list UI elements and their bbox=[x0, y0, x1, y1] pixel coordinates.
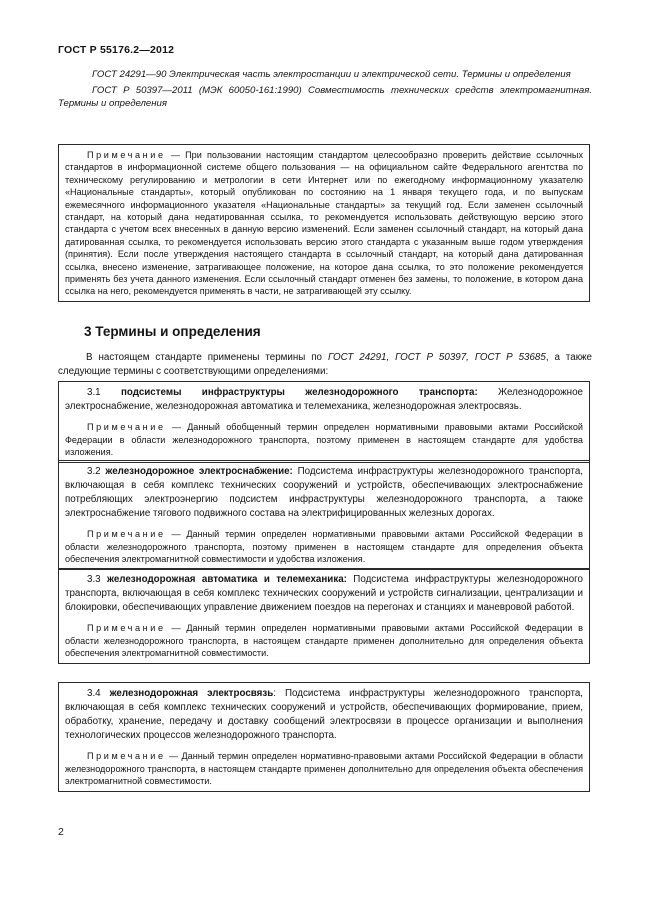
intro-text: В настоящем стандарте применены термины по bbox=[86, 352, 328, 363]
term-number: 3.4 bbox=[87, 688, 101, 699]
term-number: 3.2 bbox=[87, 466, 101, 477]
note-label: Примечание bbox=[87, 422, 166, 432]
term-note bbox=[65, 421, 583, 459]
page-number: 2 bbox=[58, 826, 64, 838]
note-body: — Данный обобщенный термин определен нормативными правовыми актами Российской Федерации в области железнодорожного транспорта, поэтому применен в настоящем стандарте для удобства изложения. bbox=[65, 422, 583, 458]
term-name: подсистемы инфраструктуры железнодорожного транспорта: bbox=[120, 387, 478, 398]
term-name: железнодорожная электросвязь bbox=[109, 688, 274, 699]
usage-note-box bbox=[58, 144, 590, 302]
note-label: Примечание bbox=[87, 751, 166, 761]
section-intro bbox=[58, 351, 592, 379]
term-number: 3.3 bbox=[87, 574, 101, 585]
intro-text-end: , а также следующие термины с соответствующими определениями: bbox=[58, 352, 593, 377]
note-body: — Данный термин определен нормативными правовыми актами Российской Федерации в области железнодорожного транспорта, поэтому применен в настоящем стандарте для определения объекта обеспечения электромагнитной совместимости и удобства изложения. bbox=[65, 529, 583, 565]
note-body: — При пользовании настоящим стандартом целесообразно проверить действие ссылочных стандартов в информационной системе общего пользования — на официальном сайте Федерального агентства по техническому регулированию и метрологии в сети Интернет или по ежегодному информационному указателю «Национальные стандарты», который опубликован по состоянию на 1 января текущего года, и по выпускам ежемесячного информационного указателя «Национальные стандарты» за текущий год. Если заменен ссылочный стандарт, на который дана недатированная ссылка, то рекомендуется использовать действующую версию этого стандарта с учетом всех внесенных в данную версию изменений. Если заменен ссылочный стандарт, на который дана датированная ссылка, то рекомендуется использовать версию этого стандарта с указанным выше годом утверждения (принятия). Если после утверждения настоящего стандарта в ссылочный стандарт, на который дана датированная ссылка, внесено изменение, затрагивающее положение, на которое дана ссылка, то это положение рекомендуется применять без учета данного изменения. Если ссылочный стандарт отменен без замены, то положение, в котором дана ссылка на него, рекомендуется применять в части, не затрагивающей эту ссылку. bbox=[65, 150, 583, 297]
normative-references bbox=[58, 68, 592, 113]
document-header: ГОСТ Р 55176.2—2012 bbox=[58, 44, 175, 56]
term-box-3-3 bbox=[58, 568, 590, 664]
term-definition bbox=[65, 465, 583, 521]
usage-note bbox=[65, 149, 583, 298]
reference-item: ГОСТ 24291—90 Электрическая часть электростанции и электрической сети. Термины и определения bbox=[92, 69, 571, 80]
note-body: — Данный термин определен нормативными правовыми актами Российской Федерации в области железнодорожного транспорта, в настоящем стандарте применен дополнительно для определения объекта обеспечения электромагнитной совместимости. bbox=[65, 623, 583, 659]
reference-item: ГОСТ Р 50397—2011 (МЭК 60050-161:1990) Совместимость технических средств электромагнитная. Термины и определения bbox=[58, 84, 592, 110]
term-definition bbox=[65, 386, 583, 414]
note-label: Примечание bbox=[87, 150, 166, 160]
term-definition-text: Подсистема инфраструктуры железнодорожного транспорта, включающая в себя комплекс технических сооружений и устройств сигнализации, централизации и блокировки, обеспечивающих управление движением поездов на перегонах и станциях и маневровой работой. bbox=[65, 574, 583, 613]
term-definition-text: Подсистема инфраструктуры железнодорожного транспорта, включающая в себя комплекс технических сооружений и устройств, обеспечивающих электроснабжение потребляющих электроэнергию подсистем инфраструктуры железнодорожного транспорта, а также электроснабжение тягового подвижного состава на электрифицированных железных дорогах. bbox=[65, 466, 583, 519]
term-definition-text: : Подсистема инфраструктуры железнодорожного транспорта, включающая в себя комплекс технических сооружений и устройств, обеспечивающих формирование, прием, обработку, хранение, передачу и доставку сообщений электросвязи в процессе организации и выполнения технологических процессов железнодорожного транспорта. bbox=[65, 688, 583, 741]
term-note bbox=[65, 528, 583, 566]
term-box-3-4 bbox=[58, 682, 590, 792]
term-note bbox=[65, 750, 583, 788]
term-number: 3.1 bbox=[87, 387, 101, 398]
note-label: Примечание bbox=[87, 529, 166, 539]
term-name: железнодорожная автоматика и телемеханика: bbox=[107, 574, 347, 585]
section-title: 3 Термины и определения bbox=[84, 324, 261, 339]
term-box-3-2 bbox=[58, 460, 590, 570]
note-body: — Данный термин определен нормативно-правовыми актами Российской Федерации в области железнодорожного транспорта, в настоящем стандарте применен дополнительно для определения объекта обеспечения электромагнитной совместимости. bbox=[65, 751, 583, 787]
note-label: Примечание bbox=[87, 623, 166, 633]
term-definition bbox=[65, 687, 583, 743]
intro-references: ГОСТ 24291, ГОСТ Р 50397, ГОСТ Р 53685 bbox=[327, 352, 546, 363]
term-definition-text: Железнодорожное электроснабжение, железнодорожная автоматика и телемеханика, железнодорожная электросвязь. bbox=[65, 387, 583, 412]
term-note bbox=[65, 622, 583, 660]
term-box-3-1 bbox=[58, 381, 590, 463]
term-definition bbox=[65, 573, 583, 615]
term-name: железнодорожное электроснабжение: bbox=[105, 466, 293, 477]
